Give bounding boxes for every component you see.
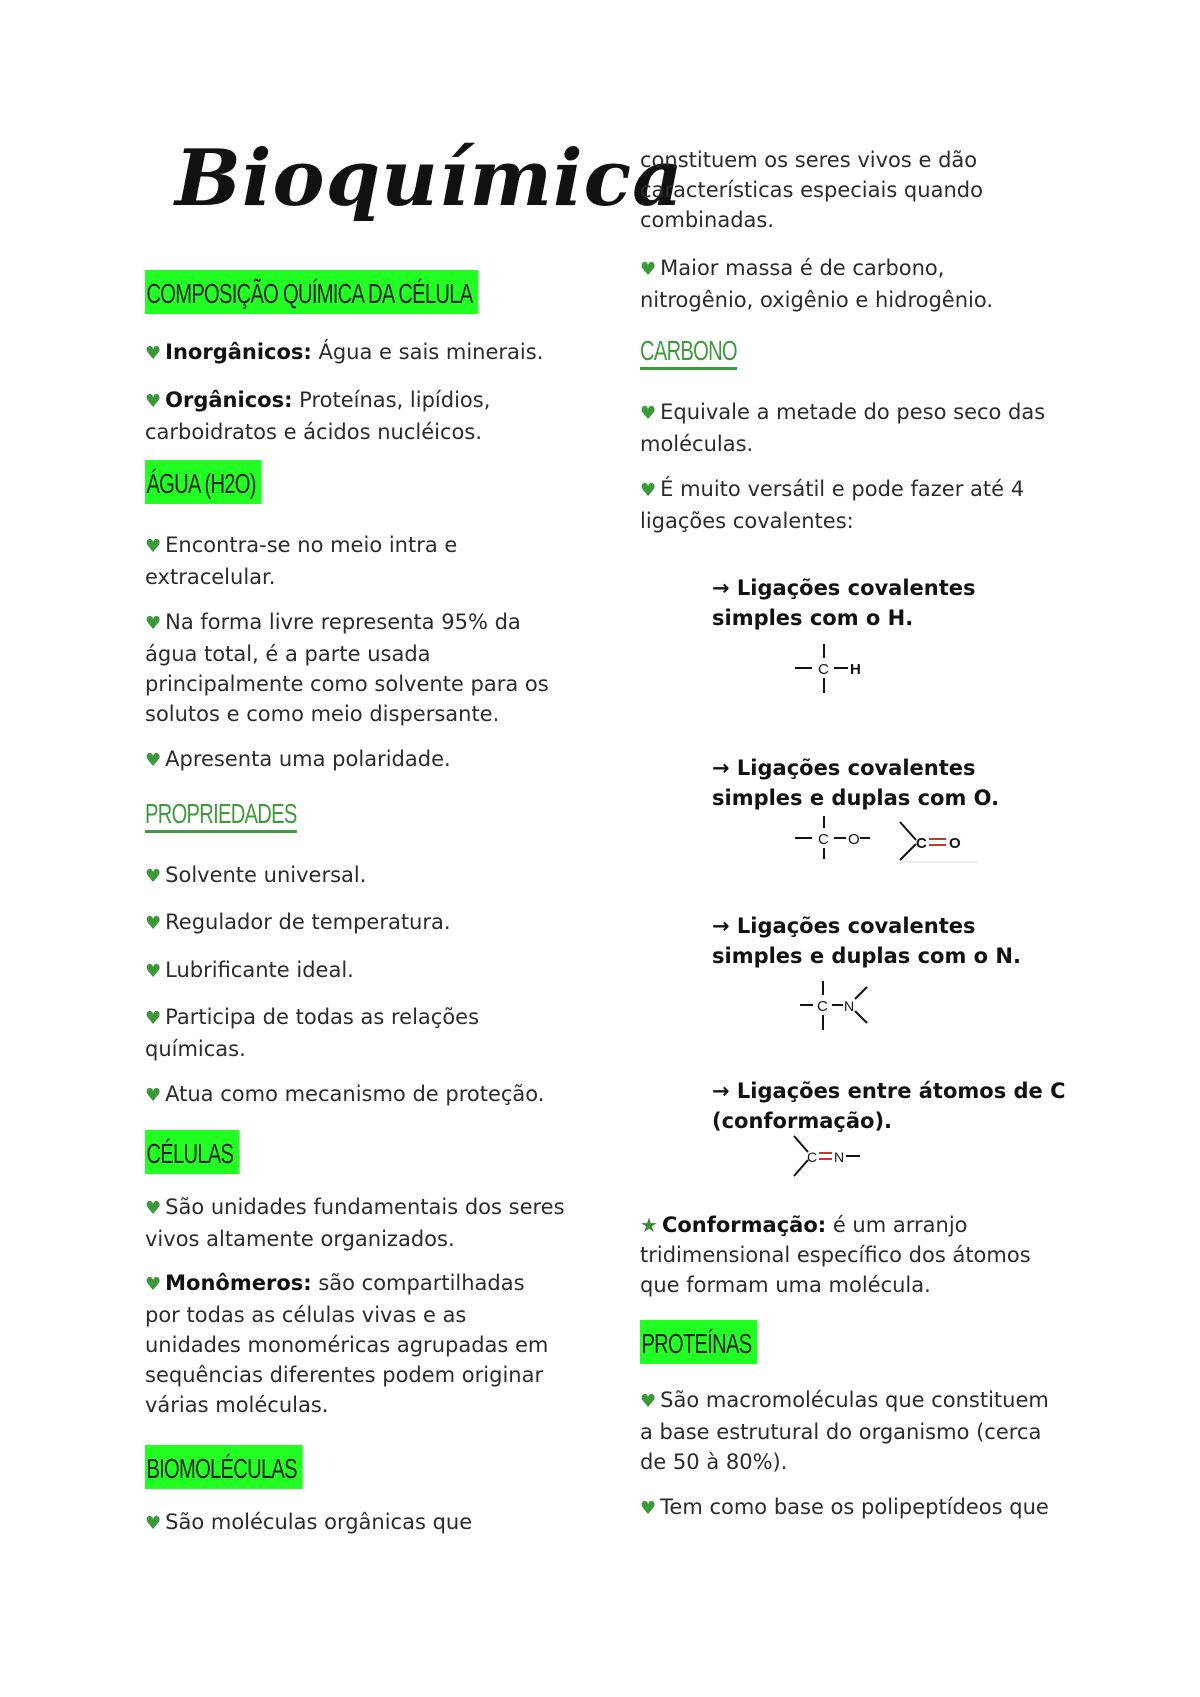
atom-n: N (834, 1149, 845, 1165)
section-heading-celulas (145, 1130, 276, 1174)
heart-icon: ♥ (145, 1198, 162, 1219)
item-text: Água e sais minerais. (311, 340, 544, 364)
heart-icon: ♥ (145, 1008, 162, 1029)
heart-icon: ♥ (640, 403, 657, 424)
item-text: é um arranjo tridimensional específico dos átomos que formam uma molécula. (640, 1213, 1031, 1297)
item-text: São moléculas orgânicas que (165, 1510, 473, 1534)
section-heading-propriedades (145, 800, 356, 833)
atom-c: C (916, 835, 927, 852)
item-text: Lubrificante ideal. (165, 958, 354, 982)
section-heading-composicao (145, 270, 608, 314)
list-item (145, 1507, 565, 1539)
item-text: Apresenta uma polaridade. (165, 747, 451, 771)
item-text: Regulador de temperatura. (165, 910, 451, 934)
atom-c: C (818, 661, 829, 678)
heading-composicao: COMPOSIÇÃO QUÍMICA DA CÉLULA (145, 270, 478, 314)
atom-n: N (844, 998, 855, 1014)
conformacao-note (640, 1210, 1060, 1300)
section-heading-carbono (640, 337, 775, 370)
heading-proteinas: PROTEÍNAS (640, 1320, 757, 1364)
heading-propriedades: PROPRIEDADES (145, 800, 297, 833)
heart-icon: ♥ (145, 391, 162, 412)
list-item (640, 474, 1060, 536)
heading-agua: ÁGUA (H2O) (145, 460, 262, 504)
chem-structure-co-double (898, 818, 978, 868)
list-item (145, 607, 565, 729)
list-item (145, 1002, 565, 1064)
ligacao-item: → Ligações covalentes simples com o H. (712, 576, 976, 630)
heading-biomoleculas: BIOMOLÉCULAS (145, 1445, 303, 1489)
item-text: Equivale a metade do peso seco das moléculas. (640, 400, 1046, 456)
item-text: Maior massa é de carbono, nitrogênio, oxigênio e hidrogênio. (640, 256, 994, 312)
heart-icon: ♥ (640, 480, 657, 501)
heading-carbono: CARBONO (640, 337, 737, 370)
item-text: É muito versátil e pode fazer até 4 ligações covalentes: (640, 477, 1025, 533)
list-item (145, 1268, 565, 1420)
item-text: São macromoléculas que constituem a base estrutural do organismo (cerca de 50 à 80%). (640, 1388, 1049, 1474)
page-title: Bioquímica (175, 133, 684, 224)
item-text: São unidades fundamentais dos seres vivos altamente organizados. (145, 1195, 565, 1251)
atom-h: H (850, 661, 861, 678)
list-item (640, 253, 1060, 315)
heart-icon: ♥ (640, 259, 657, 280)
section-heading-proteinas (640, 1320, 803, 1364)
section-heading-biomoleculas (145, 1445, 364, 1489)
ligacao-item: → Ligações covalentes simples e duplas com O. (712, 756, 1000, 810)
item-text: Atua como mecanismo de proteção. (165, 1082, 545, 1106)
heading-celulas: CÉLULAS (145, 1130, 239, 1174)
item-label: Inorgânicos: (165, 340, 312, 364)
continuation-text: constituem os seres vivos e dão características especiais quando combinadas. (640, 148, 983, 232)
heart-icon: ♥ (145, 913, 162, 934)
heart-icon: ♥ (145, 1513, 162, 1534)
list-item (640, 1385, 1060, 1477)
list-item (145, 385, 565, 447)
item-text: Tem como base os polipeptídeos que (660, 1495, 1049, 1519)
item-text: Encontra-se no meio intra e extracelular. (145, 533, 458, 589)
list-item (145, 1079, 565, 1111)
heart-icon: ♥ (145, 536, 162, 557)
item-label: Orgânicos: (165, 388, 293, 412)
heart-icon: ♥ (145, 343, 162, 364)
heart-icon: ♥ (640, 1498, 657, 1519)
list-item (640, 1492, 1060, 1524)
item-text: Proteínas, lipídios, carboidratos e ácidos nucléicos. (145, 388, 491, 444)
chem-structure-ch (790, 638, 870, 698)
chem-structure-co-single (790, 812, 870, 862)
heart-icon: ♥ (145, 750, 162, 771)
section-heading-agua (145, 460, 307, 504)
chem-structure-cn-double (792, 1132, 872, 1182)
list-item (145, 955, 565, 987)
item-text: são compartilhadas por todas as células vivas e as unidades monoméricas agrupadas em sequências diferentes podem originar várias moléculas. (145, 1271, 549, 1417)
heart-icon: ♥ (145, 866, 162, 887)
item-text: Participa de todas as relações químicas. (145, 1005, 480, 1061)
list-item (145, 1192, 565, 1254)
list-item (145, 530, 565, 592)
atom-c: C (817, 998, 828, 1015)
list-item (640, 397, 1060, 459)
heart-icon: ♥ (145, 613, 162, 634)
atom-c: C (807, 1149, 818, 1165)
heart-icon: ♥ (145, 1085, 162, 1106)
heart-icon: ♥ (145, 1274, 162, 1295)
list-item (145, 907, 565, 939)
chem-structure-cn (795, 975, 875, 1033)
atom-c: C (818, 831, 829, 848)
atom-o: O (949, 835, 961, 852)
item-text: Na forma livre representa 95% da água total, é a parte usada principalmente como solvente para os solutos e como meio dispersante. (145, 610, 549, 726)
star-icon: ★ (640, 1213, 658, 1237)
heart-icon: ♥ (145, 961, 162, 982)
item-label: Conformação: (661, 1213, 827, 1237)
ligacao-item: → Ligações entre átomos de C (conformação). (712, 1079, 1066, 1133)
heart-icon: ♥ (640, 1391, 657, 1412)
item-text: Solvente universal. (165, 863, 367, 887)
list-item (145, 337, 565, 369)
ligacao-item: → Ligações covalentes simples e duplas com o N. (712, 914, 1021, 968)
item-label: Monômeros: (165, 1271, 312, 1295)
list-item (145, 744, 565, 776)
atom-o: O (848, 831, 860, 848)
list-item (145, 860, 565, 892)
